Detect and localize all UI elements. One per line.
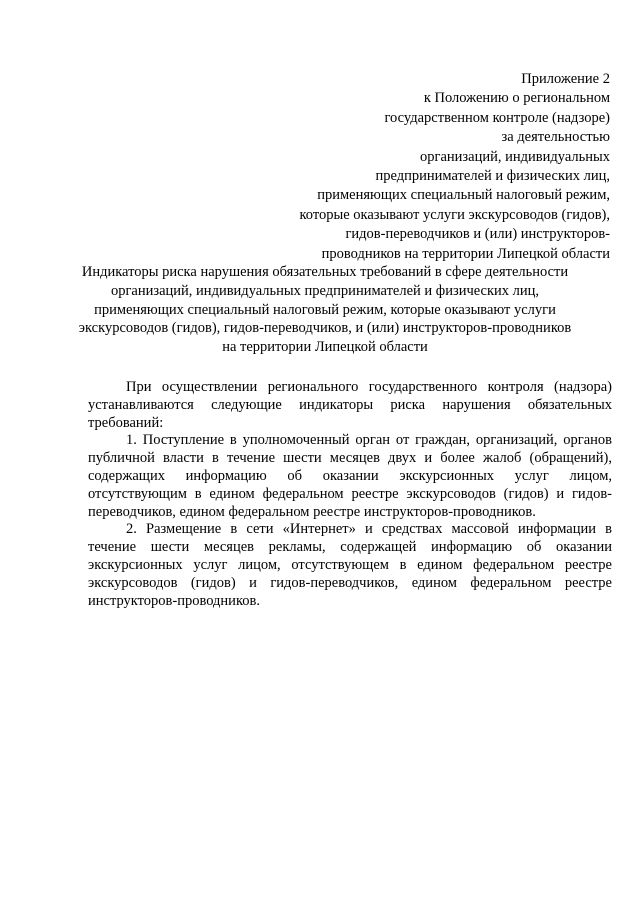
- appendix-line: Приложение 2: [521, 71, 610, 87]
- indicator-item-1: 1. Поступление в уполномоченный орган от граждан, организаций, органов публичной власти в течение шести месяцев двух и более жалоб (обращений), содержащих информацию об оказании экскурсионных услуг лицом, отсутствующим в едином федеральном реестре экскурсоводов (гидов) и гидов- переводчиков, едином федеральном реестре инструкторов-проводников.: [88, 432, 612, 520]
- appendix-line: предпринимателей и физических лиц,: [375, 168, 610, 185]
- appendix-header: [230, 70, 610, 264]
- indicator-item-2: 2. Размещение в сети «Интернет» и средствах массовой информации в течение шести месяцев рекламы, содержащей информацию об оказании экскурсионных услуг лицом, отсутствующем в едином федеральном реестре экскурсоводов (гидов) и гидов-переводчиков, едином федеральном реестре инструкторов-проводников.: [88, 521, 612, 609]
- document-title: [62, 263, 588, 357]
- appendix-line: гидов-переводчиков и (или) инструкторов-: [345, 226, 610, 243]
- appendix-line: организаций, индивидуальных: [420, 148, 610, 165]
- appendix-line: за деятельностью: [501, 129, 610, 146]
- title-line: на территории Липецкой области: [222, 339, 428, 356]
- title-line: применяющих специальный налоговый режим, которые оказывают услуги: [94, 301, 556, 318]
- appendix-line: к Положению о региональном: [423, 90, 610, 107]
- appendix-line: применяющих специальный налоговый режим,: [317, 187, 610, 204]
- appendix-line: проводников на территории Липецкой области: [321, 245, 610, 262]
- appendix-line: которые оказывают услуги экскурсоводов (гидов),: [299, 206, 610, 223]
- appendix-line: государственном контроле (надзоре): [384, 109, 610, 126]
- document-body: [88, 379, 612, 610]
- title-line: экскурсоводов (гидов), гидов-переводчиков, и (или) инструкторов-проводников: [78, 320, 572, 337]
- title-line: Индикаторы риска нарушения обязательных требований в сфере деятельности: [81, 264, 569, 280]
- title-line: организаций, индивидуальных предпринимателей и физических лиц,: [110, 282, 540, 299]
- intro-paragraph: При осуществлении регионального государственного контроля (надзора) устанавливаются следующие индикаторы риска нарушения обязательных требований:: [88, 379, 612, 431]
